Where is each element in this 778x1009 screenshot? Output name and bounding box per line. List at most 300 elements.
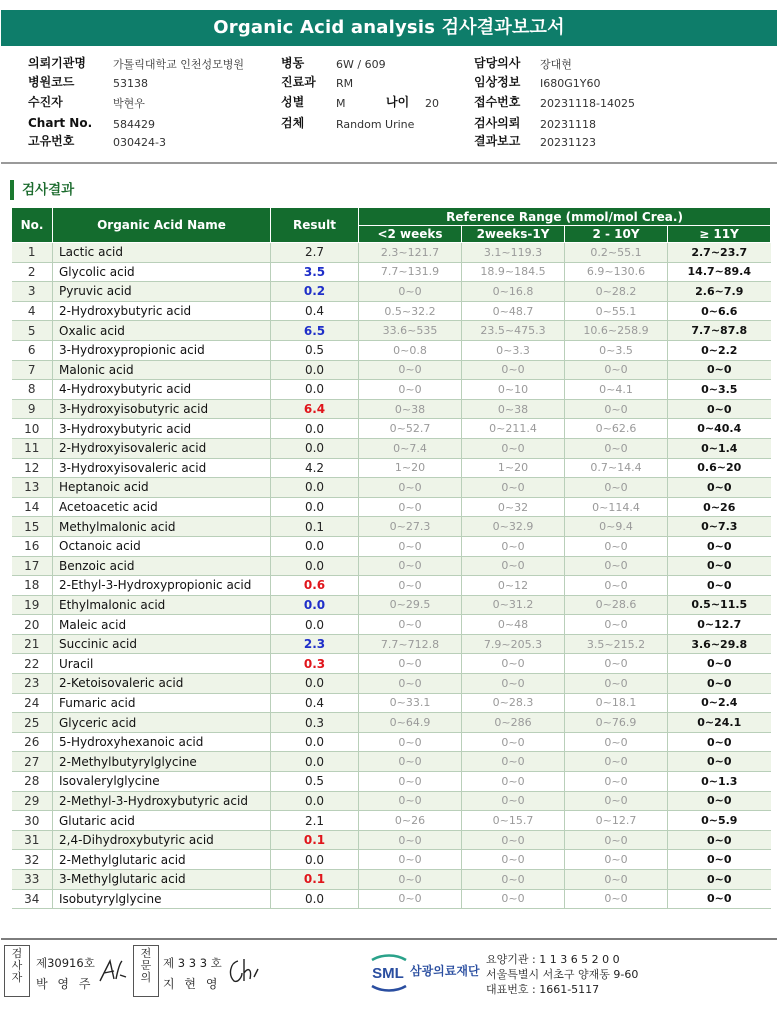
info-c1-3-value: 584429 <box>113 118 155 131</box>
info-c3-0-value: 장대현 <box>540 58 572 71</box>
row-number: 15 <box>12 517 53 537</box>
ref-11y-plus: 0~12.7 <box>668 615 771 635</box>
result-value: 0.0 <box>271 478 359 498</box>
ref-2-10y: 0~0 <box>565 850 668 870</box>
info-age-label: 나이 <box>386 95 410 109</box>
acid-name: 2-Hydroxybutyric acid <box>53 301 271 321</box>
row-number: 10 <box>12 419 53 439</box>
ref-2-10y: 0~0 <box>565 791 668 811</box>
ref-under-2weeks: 0~0 <box>359 576 462 596</box>
ref-under-2weeks: 7.7~712.8 <box>359 634 462 654</box>
row-number: 8 <box>12 380 53 400</box>
ref-2-10y: 0~0 <box>565 615 668 635</box>
info-c3-3-label: 검사의뢰 <box>474 116 521 130</box>
ref-11y-plus: 0~1.3 <box>668 772 771 792</box>
ref-11y-plus: 0~6.6 <box>668 301 771 321</box>
ref-2-10y: 0~9.4 <box>565 517 668 537</box>
result-value: 0.0 <box>271 556 359 576</box>
ref-11y-plus: 0~0 <box>668 556 771 576</box>
ref-11y-plus: 0.5~11.5 <box>668 595 771 615</box>
tester-license: 제30916호 <box>36 956 95 970</box>
table-row <box>12 634 771 654</box>
info-c3-1-value: I680G1Y60 <box>540 77 601 90</box>
ref-2weeks-1y: 0~0 <box>462 360 565 380</box>
ref-2-10y: 0~0 <box>565 556 668 576</box>
result-value: 0.3 <box>271 713 359 733</box>
ref-11y-plus: 0.6~20 <box>668 458 771 478</box>
table-row <box>12 243 771 263</box>
ref-under-2weeks: 0~0 <box>359 791 462 811</box>
header-reference-range: Reference Range (mmol/mol Crea.) <box>359 208 771 226</box>
info-c1-0-label: 의뢰기관명 <box>28 56 86 70</box>
ref-11y-plus: 2.7~23.7 <box>668 243 771 263</box>
ref-11y-plus: 0~0 <box>668 752 771 772</box>
ref-2weeks-1y: 1~20 <box>462 458 565 478</box>
ref-2weeks-1y: 0~16.8 <box>462 282 565 302</box>
ref-under-2weeks: 0~27.3 <box>359 517 462 537</box>
specialist-name: 지 현 영 <box>163 977 221 991</box>
result-value: 4.2 <box>271 458 359 478</box>
acid-name: Maleic acid <box>53 615 271 635</box>
ref-11y-plus: 0~5.9 <box>668 811 771 831</box>
result-value: 0.0 <box>271 360 359 380</box>
row-number: 31 <box>12 830 53 850</box>
table-row <box>12 791 771 811</box>
ref-11y-plus: 0~2.2 <box>668 340 771 360</box>
row-number: 17 <box>12 556 53 576</box>
info-c1-2-value: 박현우 <box>113 97 145 110</box>
table-row <box>12 536 771 556</box>
ref-11y-plus: 0~0 <box>668 889 771 909</box>
acid-name: 2-Hydroxyisovaleric acid <box>53 438 271 458</box>
specialist-signature <box>224 955 260 987</box>
ref-under-2weeks: 0~0.8 <box>359 340 462 360</box>
ref-under-2weeks: 0~0 <box>359 380 462 400</box>
ref-11y-plus: 0~0 <box>668 576 771 596</box>
ref-2-10y: 0~0 <box>565 438 668 458</box>
result-value: 0.3 <box>271 654 359 674</box>
result-value: 0.0 <box>271 850 359 870</box>
result-value: 0.0 <box>271 419 359 439</box>
ref-under-2weeks: 0~29.5 <box>359 595 462 615</box>
ref-under-2weeks: 0~0 <box>359 360 462 380</box>
row-number: 3 <box>12 282 53 302</box>
ref-under-2weeks: 0~0 <box>359 752 462 772</box>
table-row <box>12 399 771 419</box>
table-row <box>12 458 771 478</box>
result-value: 0.0 <box>271 438 359 458</box>
info-c1-0-value: 가톨릭대학교 인천성모병원 <box>113 58 245 71</box>
ref-2weeks-1y: 7.9~205.3 <box>462 634 565 654</box>
ref-2-10y: 0~62.6 <box>565 419 668 439</box>
ref-11y-plus: 0~7.3 <box>668 517 771 537</box>
ref-2-10y: 6.9~130.6 <box>565 262 668 282</box>
info-c1-3-label: Chart No. <box>28 116 93 130</box>
table-row <box>12 360 771 380</box>
result-value: 0.0 <box>271 536 359 556</box>
section-title: 검사결과 <box>10 180 74 200</box>
ref-2-10y: 0~28.2 <box>565 282 668 302</box>
ref-11y-plus: 3.6~29.8 <box>668 634 771 654</box>
info-c1-4-value: 030424-3 <box>113 136 166 149</box>
acid-name: 2-Methylglutaric acid <box>53 850 271 870</box>
table-row <box>12 889 771 909</box>
header-ref-2weeks-1y: 2weeks-1Y <box>462 226 565 243</box>
info-c1-1-value: 53138 <box>113 77 148 90</box>
ref-11y-plus: 0~0 <box>668 478 771 498</box>
table-row <box>12 321 771 341</box>
ref-under-2weeks: 1~20 <box>359 458 462 478</box>
ref-2weeks-1y: 0~28.3 <box>462 693 565 713</box>
ref-2-10y: 0.7~14.4 <box>565 458 668 478</box>
ref-11y-plus: 0~0 <box>668 654 771 674</box>
info-c3-4-value: 20231123 <box>540 136 596 149</box>
ref-11y-plus: 0~40.4 <box>668 419 771 439</box>
header-ref-11y-plus: ≥ 11Y <box>668 226 771 243</box>
row-number: 29 <box>12 791 53 811</box>
ref-2-10y: 0~114.4 <box>565 497 668 517</box>
row-number: 14 <box>12 497 53 517</box>
header-ref-2-10y: 2 - 10Y <box>565 226 668 243</box>
table-row <box>12 850 771 870</box>
ref-2weeks-1y: 0~211.4 <box>462 419 565 439</box>
ref-2-10y: 0~12.7 <box>565 811 668 831</box>
ref-2-10y: 0~0 <box>565 830 668 850</box>
ref-under-2weeks: 0~0 <box>359 772 462 792</box>
table-row <box>12 301 771 321</box>
header-name: Organic Acid Name <box>53 208 271 243</box>
ref-2weeks-1y: 0~0 <box>462 478 565 498</box>
ref-2weeks-1y: 0~10 <box>462 380 565 400</box>
ref-2-10y: 0~0 <box>565 576 668 596</box>
ref-2weeks-1y: 0~3.3 <box>462 340 565 360</box>
acid-name: 3-Methylglutaric acid <box>53 870 271 890</box>
header-ref-under-2weeks: <2 weeks <box>359 226 462 243</box>
ref-under-2weeks: 0~26 <box>359 811 462 831</box>
ref-2weeks-1y: 0~31.2 <box>462 595 565 615</box>
info-c3-2-label: 접수번호 <box>474 95 521 109</box>
row-number: 5 <box>12 321 53 341</box>
specialist-license: 제 3 3 3 호 <box>163 956 222 970</box>
info-c1-1-label: 병원코드 <box>28 75 75 89</box>
acid-name: Glyceric acid <box>53 713 271 733</box>
result-value: 0.2 <box>271 282 359 302</box>
ref-11y-plus: 0~0 <box>668 399 771 419</box>
ref-under-2weeks: 7.7~131.9 <box>359 262 462 282</box>
ref-2weeks-1y: 0~15.7 <box>462 811 565 831</box>
ref-2weeks-1y: 0~0 <box>462 654 565 674</box>
result-value: 0.5 <box>271 340 359 360</box>
table-row <box>12 517 771 537</box>
specialist-role-label <box>133 945 159 997</box>
table-row <box>12 419 771 439</box>
ref-under-2weeks: 0.5~32.2 <box>359 301 462 321</box>
table-row <box>12 340 771 360</box>
ref-2-10y: 0~18.1 <box>565 693 668 713</box>
acid-name: Ethylmalonic acid <box>53 595 271 615</box>
row-number: 22 <box>12 654 53 674</box>
ref-under-2weeks: 0~0 <box>359 889 462 909</box>
result-value: 2.7 <box>271 243 359 263</box>
acid-name: 3-Hydroxypropionic acid <box>53 340 271 360</box>
org-phone: 대표번호 : 1661-5117 <box>486 983 600 996</box>
acid-name: 3-Hydroxyisovaleric acid <box>53 458 271 478</box>
acid-name: Glycolic acid <box>53 262 271 282</box>
info-c2-2-label: 성별 <box>281 95 305 109</box>
acid-name: Succinic acid <box>53 634 271 654</box>
result-value: 6.5 <box>271 321 359 341</box>
row-number: 13 <box>12 478 53 498</box>
result-value: 0.0 <box>271 732 359 752</box>
ref-2-10y: 0~0 <box>565 674 668 694</box>
result-value: 0.0 <box>271 889 359 909</box>
ref-under-2weeks: 0~33.1 <box>359 693 462 713</box>
ref-2weeks-1y: 0~0 <box>462 772 565 792</box>
ref-2weeks-1y: 0~38 <box>462 399 565 419</box>
table-row <box>12 478 771 498</box>
ref-2weeks-1y: 0~0 <box>462 791 565 811</box>
ref-11y-plus: 0~1.4 <box>668 438 771 458</box>
ref-11y-plus: 0~3.5 <box>668 380 771 400</box>
table-row <box>12 654 771 674</box>
acid-name: 3-Hydroxybutyric acid <box>53 419 271 439</box>
report-title: Organic Acid analysis 검사결과보고서 <box>1 10 777 46</box>
row-number: 28 <box>12 772 53 792</box>
info-age-value: 20 <box>425 97 439 110</box>
row-number: 19 <box>12 595 53 615</box>
acid-name: 2-Ketoisovaleric acid <box>53 674 271 694</box>
ref-2weeks-1y: 0~286 <box>462 713 565 733</box>
result-value: 0.1 <box>271 830 359 850</box>
table-row <box>12 595 771 615</box>
ref-2weeks-1y: 0~48 <box>462 615 565 635</box>
row-number: 1 <box>12 243 53 263</box>
ref-2weeks-1y: 0~0 <box>462 850 565 870</box>
ref-2-10y: 0~0 <box>565 870 668 890</box>
ref-under-2weeks: 0~7.4 <box>359 438 462 458</box>
ref-11y-plus: 0~24.1 <box>668 713 771 733</box>
ref-2-10y: 0~0 <box>565 889 668 909</box>
ref-2-10y: 0~55.1 <box>565 301 668 321</box>
ref-2weeks-1y: 0~0 <box>462 438 565 458</box>
result-value: 0.5 <box>271 772 359 792</box>
info-c2-0-value: 6W / 609 <box>336 58 386 71</box>
acid-name: Glutaric acid <box>53 811 271 831</box>
table-row <box>12 615 771 635</box>
row-number: 34 <box>12 889 53 909</box>
result-value: 0.0 <box>271 752 359 772</box>
row-number: 11 <box>12 438 53 458</box>
ref-11y-plus: 0~0 <box>668 732 771 752</box>
info-c2-3-label: 검체 <box>281 116 305 130</box>
row-number: 6 <box>12 340 53 360</box>
result-value: 0.1 <box>271 517 359 537</box>
tester-signature <box>96 955 128 987</box>
ref-2-10y: 0~0 <box>565 360 668 380</box>
table-row <box>12 752 771 772</box>
ref-2weeks-1y: 18.9~184.5 <box>462 262 565 282</box>
acid-name: 3-Hydroxyisobutyric acid <box>53 399 271 419</box>
ref-11y-plus: 0~0 <box>668 674 771 694</box>
ref-under-2weeks: 0~0 <box>359 615 462 635</box>
header-result: Result <box>271 208 359 243</box>
result-value: 0.0 <box>271 497 359 517</box>
acid-name: Acetoacetic acid <box>53 497 271 517</box>
row-number: 12 <box>12 458 53 478</box>
org-name: 삼광의료재단 <box>410 964 480 978</box>
ref-2-10y: 0~4.1 <box>565 380 668 400</box>
row-number: 27 <box>12 752 53 772</box>
row-number: 25 <box>12 713 53 733</box>
acid-name: Uracil <box>53 654 271 674</box>
ref-2-10y: 0~0 <box>565 654 668 674</box>
result-value: 6.4 <box>271 399 359 419</box>
info-c2-1-value: RM <box>336 77 354 90</box>
ref-11y-plus: 7.7~87.8 <box>668 321 771 341</box>
acid-name: 5-Hydroxyhexanoic acid <box>53 732 271 752</box>
footer-divider <box>1 938 777 940</box>
acid-name: 4-Hydroxybutyric acid <box>53 380 271 400</box>
table-row <box>12 438 771 458</box>
ref-2weeks-1y: 0~32.9 <box>462 517 565 537</box>
table-row <box>12 732 771 752</box>
table-row <box>12 262 771 282</box>
info-c1-2-label: 수진자 <box>28 95 63 109</box>
ref-2-10y: 0~76.9 <box>565 713 668 733</box>
ref-2-10y: 0.2~55.1 <box>565 243 668 263</box>
result-value: 0.0 <box>271 615 359 635</box>
ref-2weeks-1y: 0~0 <box>462 732 565 752</box>
ref-2weeks-1y: 0~0 <box>462 830 565 850</box>
row-number: 33 <box>12 870 53 890</box>
result-value: 0.0 <box>271 674 359 694</box>
result-value: 0.6 <box>271 576 359 596</box>
ref-11y-plus: 0~2.4 <box>668 693 771 713</box>
ref-2-10y: 0~0 <box>565 399 668 419</box>
specialist-role-text: 전문의 <box>140 947 152 984</box>
row-number: 7 <box>12 360 53 380</box>
row-number: 30 <box>12 811 53 831</box>
info-c3-0-label: 담당의사 <box>474 56 521 70</box>
ref-2weeks-1y: 0~12 <box>462 576 565 596</box>
row-number: 32 <box>12 850 53 870</box>
ref-under-2weeks: 0~0 <box>359 556 462 576</box>
ref-2weeks-1y: 3.1~119.3 <box>462 243 565 263</box>
info-c2-2-value: M <box>336 97 346 110</box>
ref-2-10y: 3.5~215.2 <box>565 634 668 654</box>
result-value: 2.3 <box>271 634 359 654</box>
info-c2-3-value: Random Urine <box>336 118 415 131</box>
acid-name: Octanoic acid <box>53 536 271 556</box>
ref-2weeks-1y: 0~0 <box>462 870 565 890</box>
ref-11y-plus: 14.7~89.4 <box>668 262 771 282</box>
ref-2-10y: 0~0 <box>565 752 668 772</box>
result-value: 0.4 <box>271 693 359 713</box>
table-row <box>12 556 771 576</box>
ref-2weeks-1y: 0~0 <box>462 674 565 694</box>
table-row <box>12 713 771 733</box>
ref-2-10y: 0~0 <box>565 772 668 792</box>
ref-under-2weeks: 0~38 <box>359 399 462 419</box>
ref-under-2weeks: 0~0 <box>359 478 462 498</box>
org-code: 요양기관 : 1 1 3 6 5 2 0 0 <box>486 953 620 966</box>
acid-name: Malonic acid <box>53 360 271 380</box>
row-number: 18 <box>12 576 53 596</box>
tester-name: 박 영 주 <box>36 977 94 991</box>
info-c3-4-label: 결과보고 <box>474 134 521 148</box>
result-value: 3.5 <box>271 262 359 282</box>
result-value: 0.4 <box>271 301 359 321</box>
ref-2-10y: 0~28.6 <box>565 595 668 615</box>
info-divider <box>1 162 777 164</box>
acid-name: Oxalic acid <box>53 321 271 341</box>
info-c2-1-label: 진료과 <box>281 75 316 89</box>
row-number: 2 <box>12 262 53 282</box>
ref-under-2weeks: 0~0 <box>359 654 462 674</box>
ref-2weeks-1y: 23.5~475.3 <box>462 321 565 341</box>
ref-2-10y: 10.6~258.9 <box>565 321 668 341</box>
ref-11y-plus: 0~0 <box>668 850 771 870</box>
table-row <box>12 870 771 890</box>
row-number: 21 <box>12 634 53 654</box>
ref-under-2weeks: 0~0 <box>359 282 462 302</box>
row-number: 20 <box>12 615 53 635</box>
ref-2weeks-1y: 0~0 <box>462 752 565 772</box>
ref-under-2weeks: 0~0 <box>359 674 462 694</box>
table-row <box>12 380 771 400</box>
table-row <box>12 576 771 596</box>
ref-2weeks-1y: 0~48.7 <box>462 301 565 321</box>
header-no: No. <box>12 208 53 243</box>
ref-under-2weeks: 0~0 <box>359 870 462 890</box>
table-row <box>12 497 771 517</box>
acid-name: 2,4-Dihydroxybutyric acid <box>53 830 271 850</box>
acid-name: 2-Methyl-3-Hydroxybutyric acid <box>53 791 271 811</box>
result-value: 0.0 <box>271 595 359 615</box>
row-number: 23 <box>12 674 53 694</box>
ref-2-10y: 0~0 <box>565 732 668 752</box>
ref-under-2weeks: 0~52.7 <box>359 419 462 439</box>
info-c3-2-value: 20231118-14025 <box>540 97 635 110</box>
acid-name: Heptanoic acid <box>53 478 271 498</box>
ref-under-2weeks: 2.3~121.7 <box>359 243 462 263</box>
ref-under-2weeks: 0~0 <box>359 497 462 517</box>
table-row <box>12 772 771 792</box>
ref-11y-plus: 0~26 <box>668 497 771 517</box>
result-value: 0.1 <box>271 870 359 890</box>
ref-under-2weeks: 0~0 <box>359 830 462 850</box>
ref-11y-plus: 0~0 <box>668 360 771 380</box>
row-number: 4 <box>12 301 53 321</box>
info-c2-0-label: 병동 <box>281 56 305 70</box>
acid-name: Benzoic acid <box>53 556 271 576</box>
result-value: 2.1 <box>271 811 359 831</box>
table-row <box>12 830 771 850</box>
sml-logo-icon <box>366 952 410 992</box>
ref-2weeks-1y: 0~32 <box>462 497 565 517</box>
ref-2-10y: 0~0 <box>565 536 668 556</box>
info-c3-3-value: 20231118 <box>540 118 596 131</box>
acid-name: Pyruvic acid <box>53 282 271 302</box>
row-number: 26 <box>12 732 53 752</box>
ref-11y-plus: 0~0 <box>668 870 771 890</box>
acid-name: Isovalerylglycine <box>53 772 271 792</box>
ref-2weeks-1y: 0~0 <box>462 556 565 576</box>
row-number: 16 <box>12 536 53 556</box>
acid-name: 2-Ethyl-3-Hydroxypropionic acid <box>53 576 271 596</box>
logo-mark-text: SML <box>372 965 404 982</box>
ref-2weeks-1y: 0~0 <box>462 889 565 909</box>
